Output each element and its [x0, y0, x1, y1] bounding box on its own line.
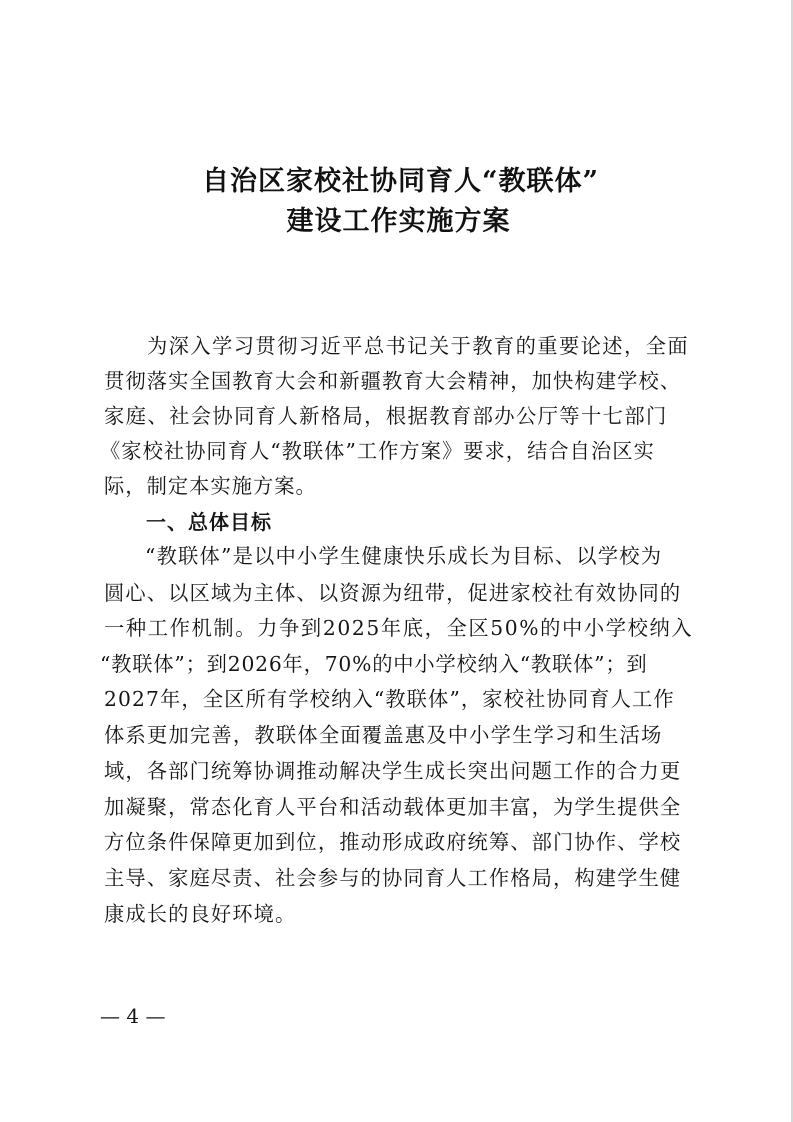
- intro-paragraph-line: 际，制定本实施方案。: [104, 474, 317, 498]
- intro-paragraph-line: 家庭、社会协同育人新格局，根据教育部办公厅等十七部门: [104, 404, 668, 428]
- section-paragraph-line: 体系更加完善，教联体全面覆盖惠及中小学生学习和生活场: [104, 723, 663, 747]
- section-paragraph-line: 主导、家庭尽责、社会参与的协同育人工作格局，构建学生健: [104, 866, 682, 890]
- intro-paragraph-line: 贯彻落实全国教育大会和新疆教育大会精神，加快构建学校、: [104, 369, 682, 393]
- section-paragraph-line: 加凝聚，常态化育人平台和活动载体更加丰富，为学生提供全: [104, 795, 682, 819]
- section-paragraph-line: 康成长的良好环境。: [104, 902, 297, 926]
- intro-paragraph-line: 为深入学习贯彻习近平总书记关于教育的重要论述，全面: [147, 334, 690, 358]
- section-paragraph-line: 圆心、以区域为主体、以资源为纽带，促进家校社有效协同的: [104, 581, 682, 605]
- section-paragraph-line: 一种工作机制。力争到2025年底，全区50%的中小学校纳入: [104, 616, 694, 640]
- section-paragraph-line: “教联体”是以中小学生健康快乐成长为目标、以学校为: [145, 544, 663, 568]
- section-paragraph-line: 域，各部门统筹协调推动解决学生成长突出问题工作的合力更: [104, 759, 682, 783]
- section-paragraph-line: 2027年，全区所有学校纳入“教联体”，家校社协同育人工作: [104, 687, 675, 711]
- intro-paragraph-line: 《家校社协同育人“教联体”工作方案》要求，结合自治区实: [100, 439, 655, 463]
- section-paragraph-line: 方位条件保障更加到位，推动形成政府统筹、部门协作、学校: [104, 830, 682, 854]
- document-title-line-1: 自治区家校社协同育人“教联体”: [201, 166, 600, 197]
- section-heading: 一、总体目标: [146, 510, 272, 534]
- page-number: — 4 —: [100, 1004, 166, 1028]
- section-paragraph-line: “教联体”；到2026年，70%的中小学校纳入“教联体”；到: [100, 652, 648, 676]
- document-title-line-2: 建设工作实施方案: [286, 206, 511, 237]
